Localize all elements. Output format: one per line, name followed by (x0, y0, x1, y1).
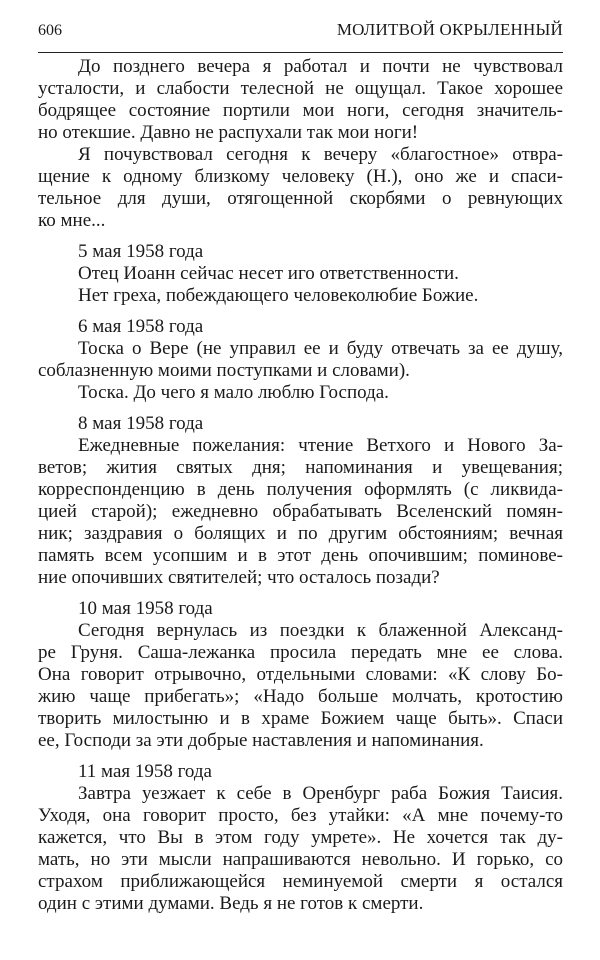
text-line: ко мне... (38, 210, 106, 231)
entry-date: 8 мая 1958 года (78, 413, 204, 434)
entry-continuation (38, 56, 563, 232)
text-line: один с этими думами. Ведь я не готов к смерти. (38, 893, 424, 914)
page-body (38, 56, 563, 915)
header-rule (38, 52, 563, 53)
text-line: Уходя, она говорит просто, без утайки: «А мне почему-то (38, 805, 563, 826)
text-line: творить милостыню и в храме Божием чаще быть». Спаси (38, 708, 563, 729)
page-number: 606 (38, 22, 62, 39)
text-line: соблазненную моими поступками и словами). (38, 360, 410, 381)
text-line: тельное для души, отягощенной скорбями о ревнующих (38, 188, 563, 209)
entry-date: 6 мая 1958 года (78, 316, 204, 337)
text-line: мать, но эти мысли напрашиваются невольно. И горько, со (38, 849, 563, 870)
text-line: корреспонденцию в день получения оформлять (с ликвида- (38, 479, 563, 500)
text-line: Завтра уезжает к себе в Оренбург раба Божия Таисия. (78, 783, 563, 804)
text-line: память всем усопшим и в этот день опочившим; поминове- (38, 545, 563, 566)
text-line: Тоска. До чего я мало люблю Господа. (78, 382, 389, 403)
running-title: МОЛИТВОЙ ОКРЫЛЕННЫЙ (336, 20, 563, 39)
paragraph (38, 285, 563, 307)
text-line: Ежедневные пожелания: чтение Ветхого и Нового За- (78, 435, 563, 456)
text-line: До позднего вечера я работал и почти не чувствовал (78, 56, 563, 77)
diary-entry (38, 413, 563, 589)
paragraph (38, 620, 563, 752)
paragraph (38, 263, 563, 285)
paragraph (38, 56, 563, 144)
text-line: Тоска о Вере (не управил ее и буду отвечать за ее душу, (78, 338, 563, 359)
paragraph (38, 338, 563, 382)
text-line: щение к одному близкому человеку (Н.), оно же и спаси- (38, 166, 563, 187)
paragraph (38, 783, 563, 915)
text-line: Я почувствовал сегодня к вечеру «благостное» отвра- (78, 144, 563, 165)
text-line: ее, Господи за эти добрые наставления и напоминания. (38, 730, 484, 751)
text-line: усталости, и слабости телесной не ощущал. Такое хорошее (38, 78, 563, 99)
diary-entry (38, 316, 563, 404)
text-line: страхом приближающейся неминуемой смерти я остался (38, 871, 563, 892)
text-line: ние опочивших святителей; что осталось позади? (38, 567, 440, 588)
entry-date: 10 мая 1958 года (78, 598, 213, 619)
paragraph (38, 435, 563, 589)
running-header (38, 20, 563, 44)
text-line: Отец Иоанн сейчас несет иго ответственности. (78, 263, 459, 284)
text-line: Она говорит отрывочно, отдельными словами: «К слову Бо- (38, 664, 563, 685)
text-line: Сегодня вернулась из поездки к блаженной Александ- (78, 620, 563, 641)
paragraph (38, 382, 563, 404)
text-line: но отекшие. Давно не распухали так мои ноги! (38, 122, 419, 143)
entry-date: 11 мая 1958 года (78, 761, 212, 782)
diary-entry (38, 241, 563, 307)
text-line: кажется, что Вы в этом году умрете». Не хочется так ду- (38, 827, 563, 848)
text-line: ник; заздравия о болящих и по другим обстояниям; вечная (38, 523, 563, 544)
diary-entry (38, 598, 563, 752)
paragraph (38, 144, 563, 232)
entry-date: 5 мая 1958 года (78, 241, 204, 262)
text-line: ре Груня. Саша-лежанка просила передать мне ее слова. (38, 642, 563, 663)
text-line: ветов; жития святых дня; напоминания и увещевания; (38, 457, 563, 478)
text-line: цией старой); ежедневно обрабатывать Вселенский помян- (38, 501, 563, 522)
text-line: бодрящее состояние портили мои ноги, сегодня значитель- (38, 100, 563, 121)
diary-entry (38, 761, 563, 915)
text-line: Нет греха, побеждающего человеколюбие Божие. (78, 285, 479, 306)
text-line: жию чаще прибегать»; «Надо больше молчать, кротостию (38, 686, 563, 707)
